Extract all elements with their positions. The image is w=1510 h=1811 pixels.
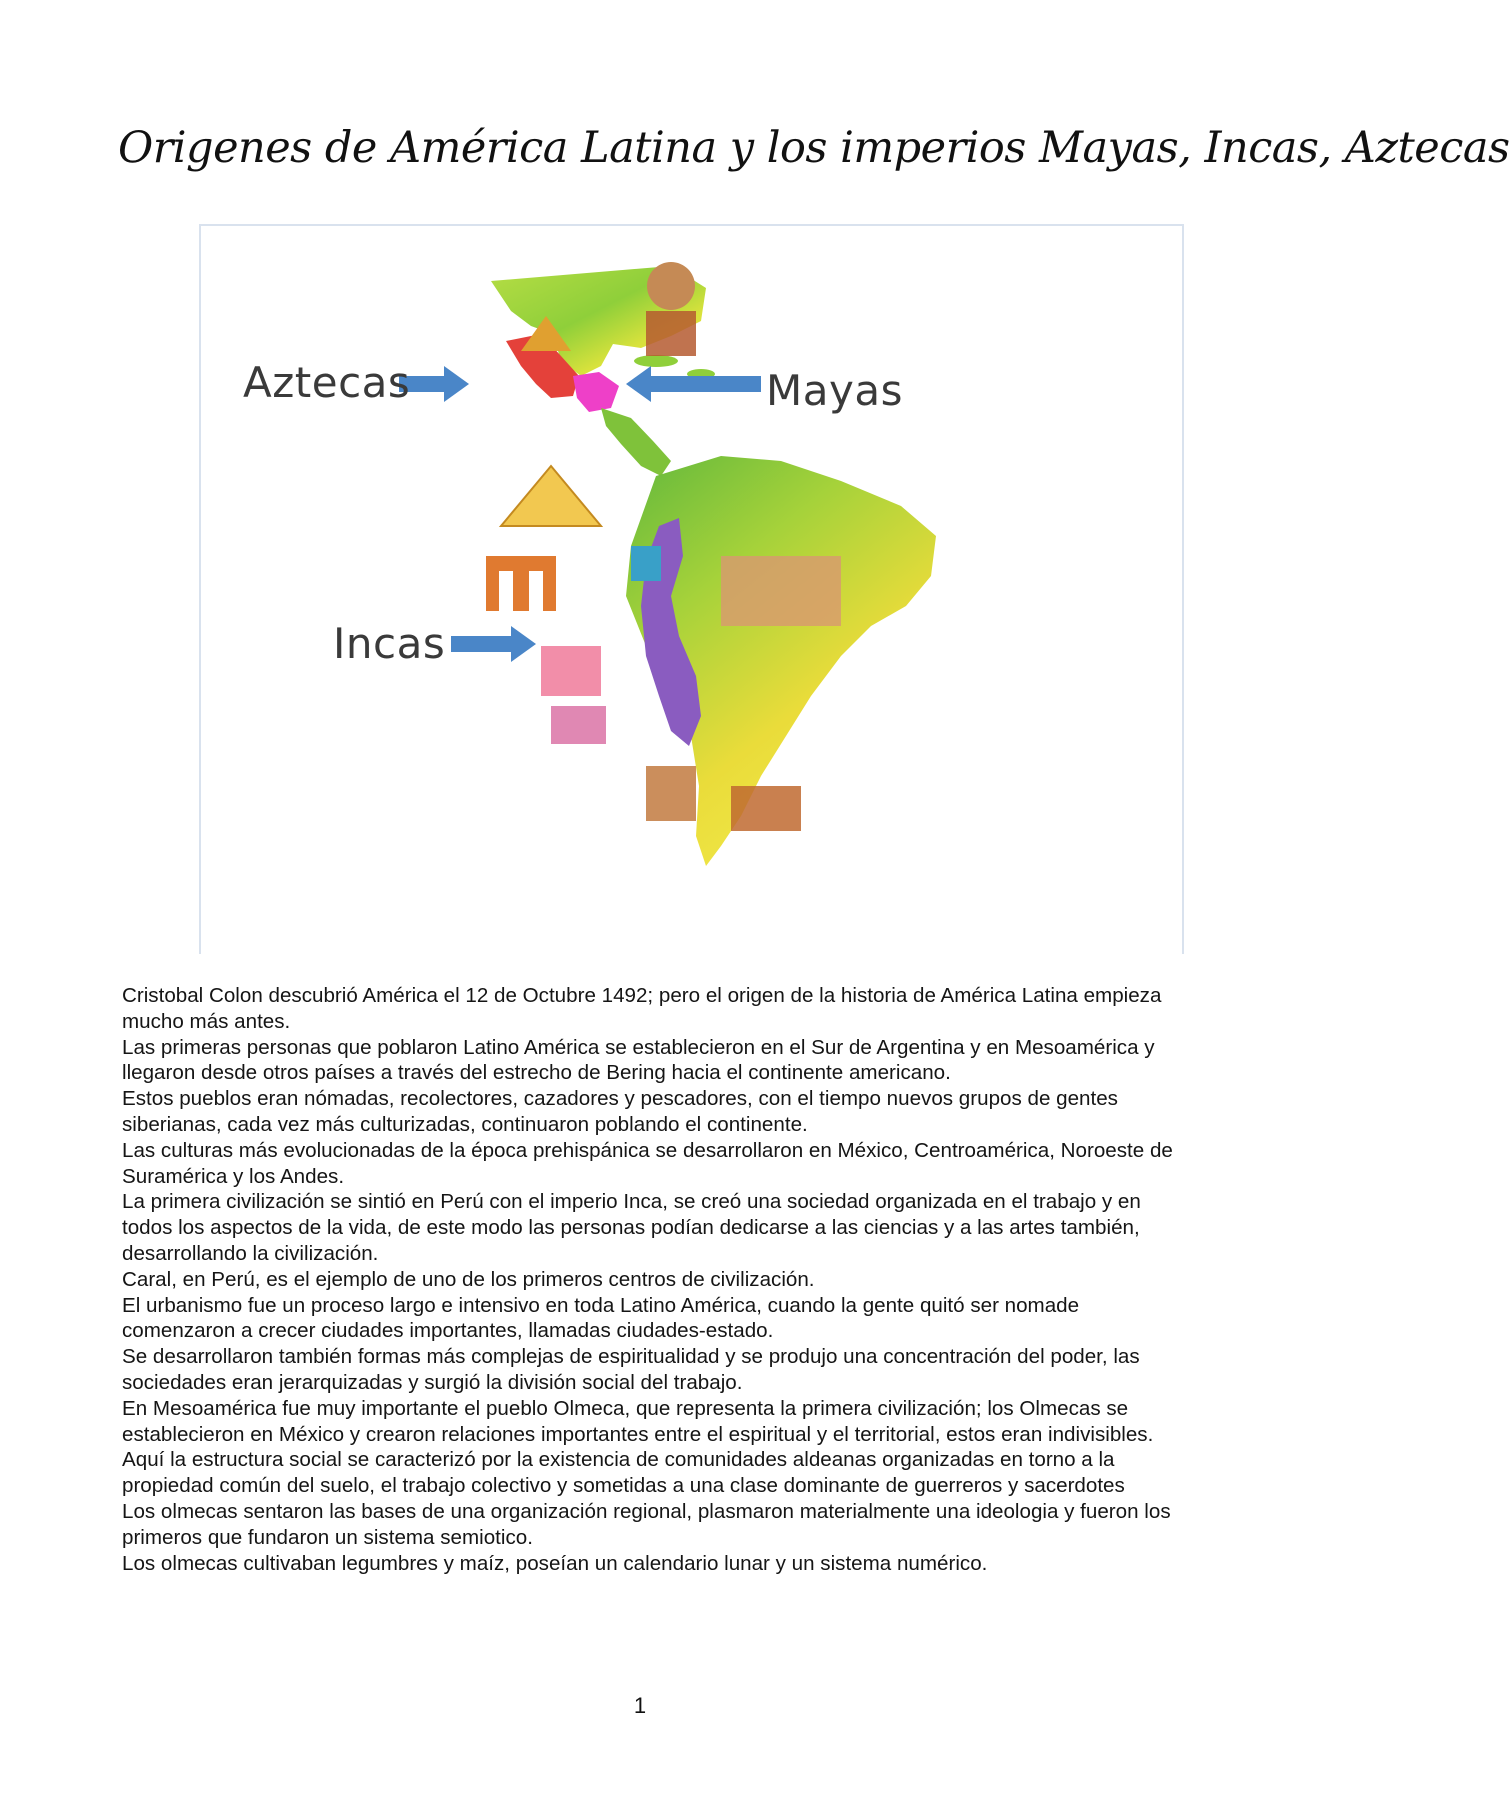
paragraph: En Mesoamérica fue muy importante el pueblo Olmeca, que representa la primera civilización; los Olmecas se establecieron en México y crearon relaciones importantes entre el espiritual y el territorial, estos eran indivisibles. — [122, 1396, 1154, 1446]
maya-region — [573, 372, 619, 412]
maya-pyramid-icon — [501, 466, 601, 526]
gate-icon — [631, 546, 661, 581]
body-text — [122, 983, 1182, 1576]
label-incas: Incas — [333, 619, 446, 668]
amazon-scene-icon — [721, 556, 841, 626]
hut-icon — [731, 786, 801, 831]
temple-icon — [486, 556, 556, 611]
paragraph: Los olmecas cultivaban legumbres y maíz, poseían un calendario lunar y un sistema numérico. — [122, 1551, 988, 1575]
page-number: 1 — [633, 1693, 647, 1718]
figure-head-icon — [647, 262, 695, 310]
paragraph: La primera civilización se sintió en Perú con el imperio Inca, se creó una sociedad organizada en el trabajo y en todos los aspectos de la vida, de este modo las personas podían dedicarse a las ciencias y a las artes también, desarrollando la civilización. — [122, 1190, 1141, 1265]
map-illustration — [201, 226, 1186, 956]
label-aztecas: Aztecas — [243, 358, 411, 407]
paragraph: Las primeras personas que poblaron Latino América se establecieron en el Sur de Argentina y en Mesoamérica y llegaron desde otros países a través del estrecho de Bering hacia el continente americano. — [122, 1035, 1155, 1085]
label-mayas: Mayas — [766, 366, 903, 415]
paragraph: Cristobal Colon descubrió América el 12 de Octubre 1492; pero el origen de la historia de América Latina empieza mucho más antes. — [122, 984, 1162, 1033]
paragraph: Las culturas más evolucionadas de la época prehispánica se desarrollaron en México, Centroamérica, Noroeste de Suramérica y los Andes. — [122, 1138, 1173, 1188]
central-america-land — [601, 408, 671, 476]
paragraph: Los olmecas sentaron las bases de una organización regional, plasmaron materialmente una ideologia y fueron los primeros que fundaron un sistema semiotico. — [122, 1499, 1171, 1549]
paragraph: Estos pueblos eran nómadas, recolectores, cazadores y pescadores, con el tiempo nuevos grupos de gentes siberianas, cada vez más culturizadas, continuaron poblando el continente. — [122, 1087, 1118, 1136]
hunter-figure-icon — [646, 766, 696, 821]
inca-village-icon — [541, 646, 601, 696]
paragraph: El urbanismo fue un proceso largo e intensivo en toda Latino América, cuando la gente quitó ser nomade comenzaron a crecer ciudades importantes, llamadas ciudades-estado. — [122, 1293, 1080, 1343]
incas-arrow — [451, 626, 536, 662]
document-title: Origenes de América Latina y los imperios Mayas, Incas, Aztecas — [118, 123, 1510, 173]
paragraph: Aquí la estructura social se caracterizó por la existencia de comunidades aldeanas organizadas en torno a la propiedad común del suelo, el trabajo colectivo y sometidas a una clase dominante de guerreros y sacerdotes — [122, 1448, 1125, 1498]
paragraph: Se desarrollaron también formas más complejas de espiritualidad y se produjo una concentración del poder, las sociedades eran jerarquizadas y surgió la división social del trabajo. — [122, 1345, 1140, 1394]
paragraph: Caral, en Perú, es el ejemplo de uno de los primeros centros de civilización. — [122, 1267, 815, 1291]
latin-america-map-figure — [199, 224, 1184, 954]
